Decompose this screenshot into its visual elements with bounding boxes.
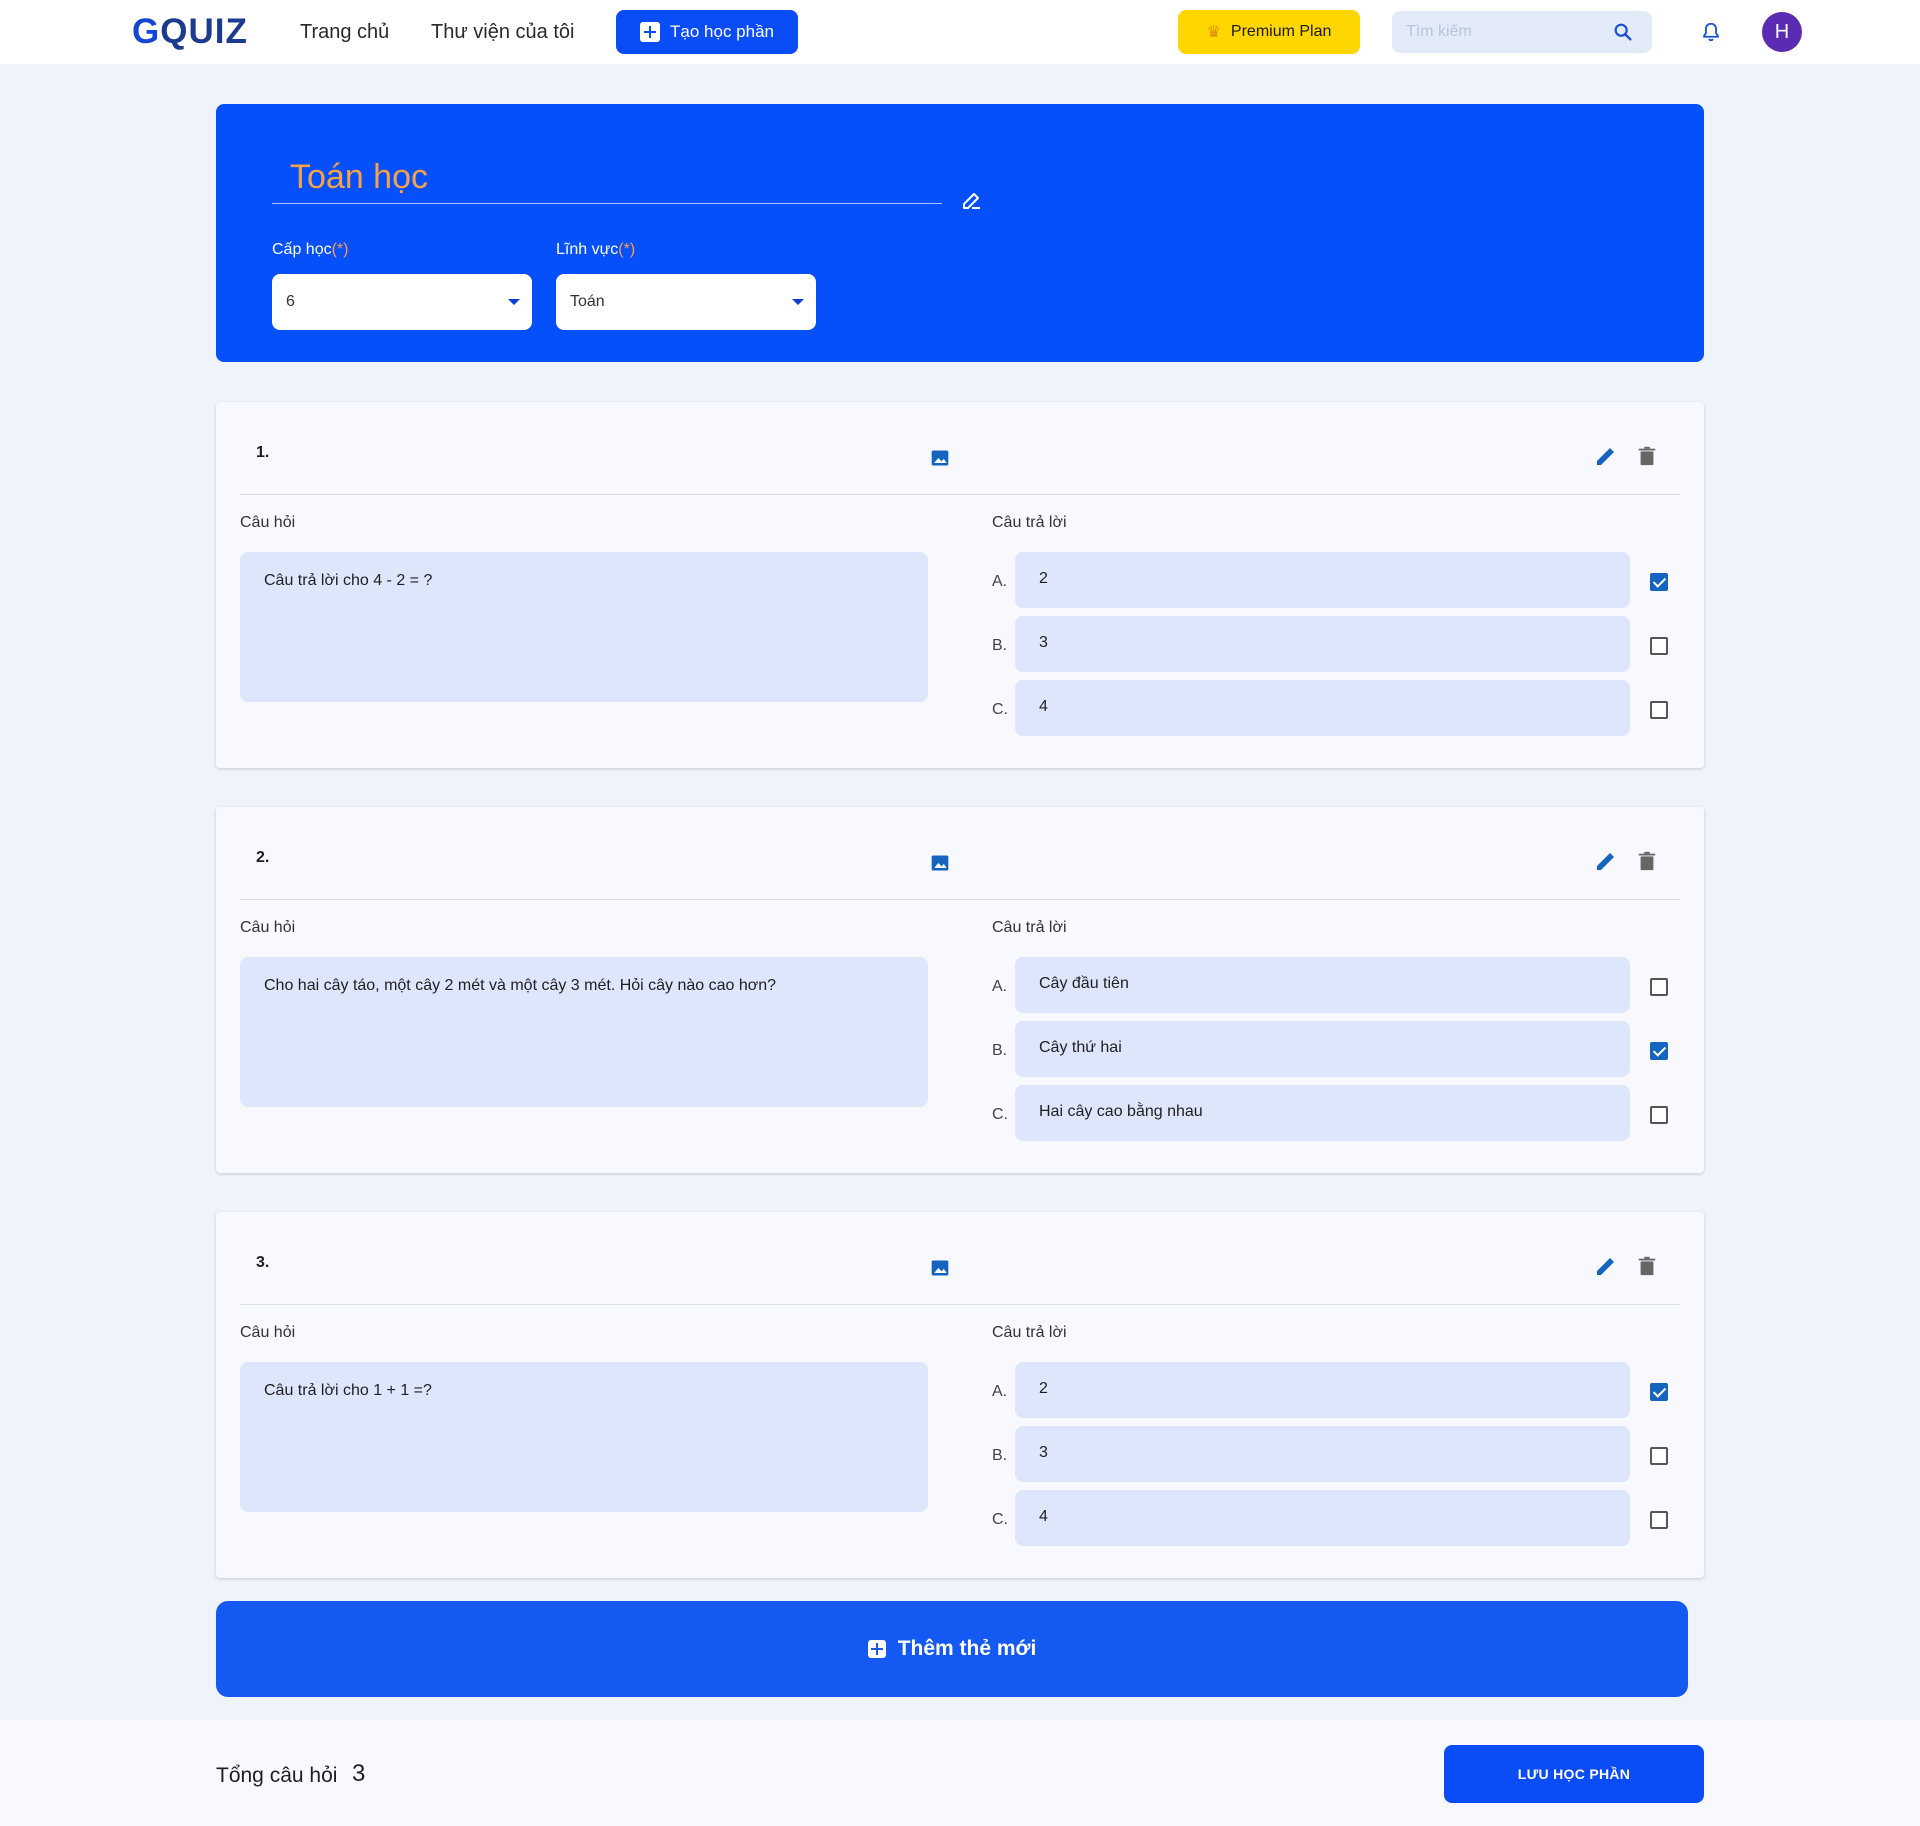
answer-field[interactable]: 2 [1015,1362,1630,1418]
pencil-icon[interactable] [1594,1254,1618,1278]
question-card [216,1212,1704,1578]
field-label: Lĩnh vực(*) [556,241,636,258]
answer-field[interactable]: Hai cây cao bằng nhau [1015,1085,1630,1141]
image-icon[interactable] [930,448,950,468]
add-icon [868,1640,886,1658]
premium-label: Premium Plan [1230,23,1332,40]
create-set-button[interactable] [616,10,798,54]
answer-letter: C. [992,701,1008,718]
answers-label: Câu trả lời [992,1324,1067,1341]
bell-icon[interactable] [1700,20,1722,44]
total-questions-label: Tổng câu hỏi [216,1764,338,1787]
answers-label: Câu trả lời [992,919,1067,936]
set-header-card [216,104,1704,362]
premium-plan-button[interactable] [1178,10,1360,54]
question-number: 2. [256,849,270,866]
image-icon[interactable] [930,1258,950,1278]
search-input[interactable] [1406,11,1606,53]
search-icon[interactable] [1612,21,1634,43]
edit-title-icon[interactable] [960,188,984,212]
question-label: Câu hỏi [240,514,296,531]
level-select[interactable] [272,274,532,330]
answer-letter: B. [992,637,1008,654]
correct-checkbox[interactable] [1650,978,1668,996]
divider [240,1304,1680,1305]
answer-letter: A. [992,1383,1008,1400]
create-set-label: Tạo học phần [670,22,774,41]
answer-field[interactable]: Cây thứ hai [1015,1021,1630,1077]
logo[interactable]: GQUIZ [132,12,248,51]
correct-checkbox[interactable] [1650,1383,1668,1401]
total-questions-count: 3 [352,1760,366,1787]
correct-checkbox[interactable] [1650,573,1668,591]
pencil-icon[interactable] [1594,444,1618,468]
answer-field[interactable]: 4 [1015,1490,1630,1546]
question-text-field[interactable]: Câu trả lời cho 4 - 2 = ? [240,552,928,702]
crown-icon: ♛ [1206,24,1221,41]
correct-checkbox[interactable] [1650,637,1668,655]
chevron-down-icon [792,299,804,305]
trash-icon[interactable] [1636,444,1658,468]
answer-letter: B. [992,1447,1008,1464]
answer-field[interactable]: Cây đầu tiên [1015,957,1630,1013]
set-title-input[interactable] [272,152,942,204]
divider [240,494,1680,495]
question-label: Câu hỏi [240,1324,296,1341]
trash-icon[interactable] [1636,849,1658,873]
correct-checkbox[interactable] [1650,1106,1668,1124]
level-label: Cấp học(*) [272,241,349,258]
answer-field[interactable]: 3 [1015,1426,1630,1482]
answers-label: Câu trả lời [992,514,1067,531]
correct-checkbox[interactable] [1650,701,1668,719]
answer-letter: C. [992,1106,1008,1123]
save-set-button[interactable]: LƯU HỌC PHẦN [1444,1745,1704,1803]
top-nav [0,0,1920,64]
avatar[interactable]: H [1762,12,1802,52]
answer-field[interactable]: 3 [1015,616,1630,672]
question-text-field[interactable]: Câu trả lời cho 1 + 1 =? [240,1362,928,1512]
correct-checkbox[interactable] [1650,1511,1668,1529]
answer-letter: C. [992,1511,1008,1528]
correct-checkbox[interactable] [1650,1042,1668,1060]
question-label: Câu hỏi [240,919,296,936]
trash-icon[interactable] [1636,1254,1658,1278]
divider [240,899,1680,900]
question-card [216,807,1704,1173]
question-card [216,402,1704,768]
question-number: 3. [256,1254,270,1271]
chevron-down-icon [508,299,520,305]
image-icon[interactable] [930,853,950,873]
question-text-field[interactable]: Cho hai cây táo, một cây 2 mét và một cây 3 mét. Hỏi cây nào cao hơn? [240,957,928,1107]
question-number: 1. [256,444,270,461]
answer-letter: B. [992,1042,1008,1059]
add-card-button[interactable] [216,1601,1688,1697]
answer-letter: A. [992,978,1008,995]
answer-letter: A. [992,573,1008,590]
nav-link-home[interactable]: Trang chủ [300,21,390,43]
field-select[interactable] [556,274,816,330]
search-box [1392,11,1652,53]
answer-field[interactable]: 2 [1015,552,1630,608]
nav-link-library[interactable]: Thư viện của tôi [431,21,575,43]
correct-checkbox[interactable] [1650,1447,1668,1465]
level-select-value: 6 [286,293,295,310]
add-icon [640,22,660,42]
footer-bar [0,1720,1920,1826]
answer-field[interactable]: 4 [1015,680,1630,736]
field-select-value: Toán [570,293,605,310]
add-card-label: Thêm thẻ mới [897,1637,1037,1660]
pencil-icon[interactable] [1594,849,1618,873]
